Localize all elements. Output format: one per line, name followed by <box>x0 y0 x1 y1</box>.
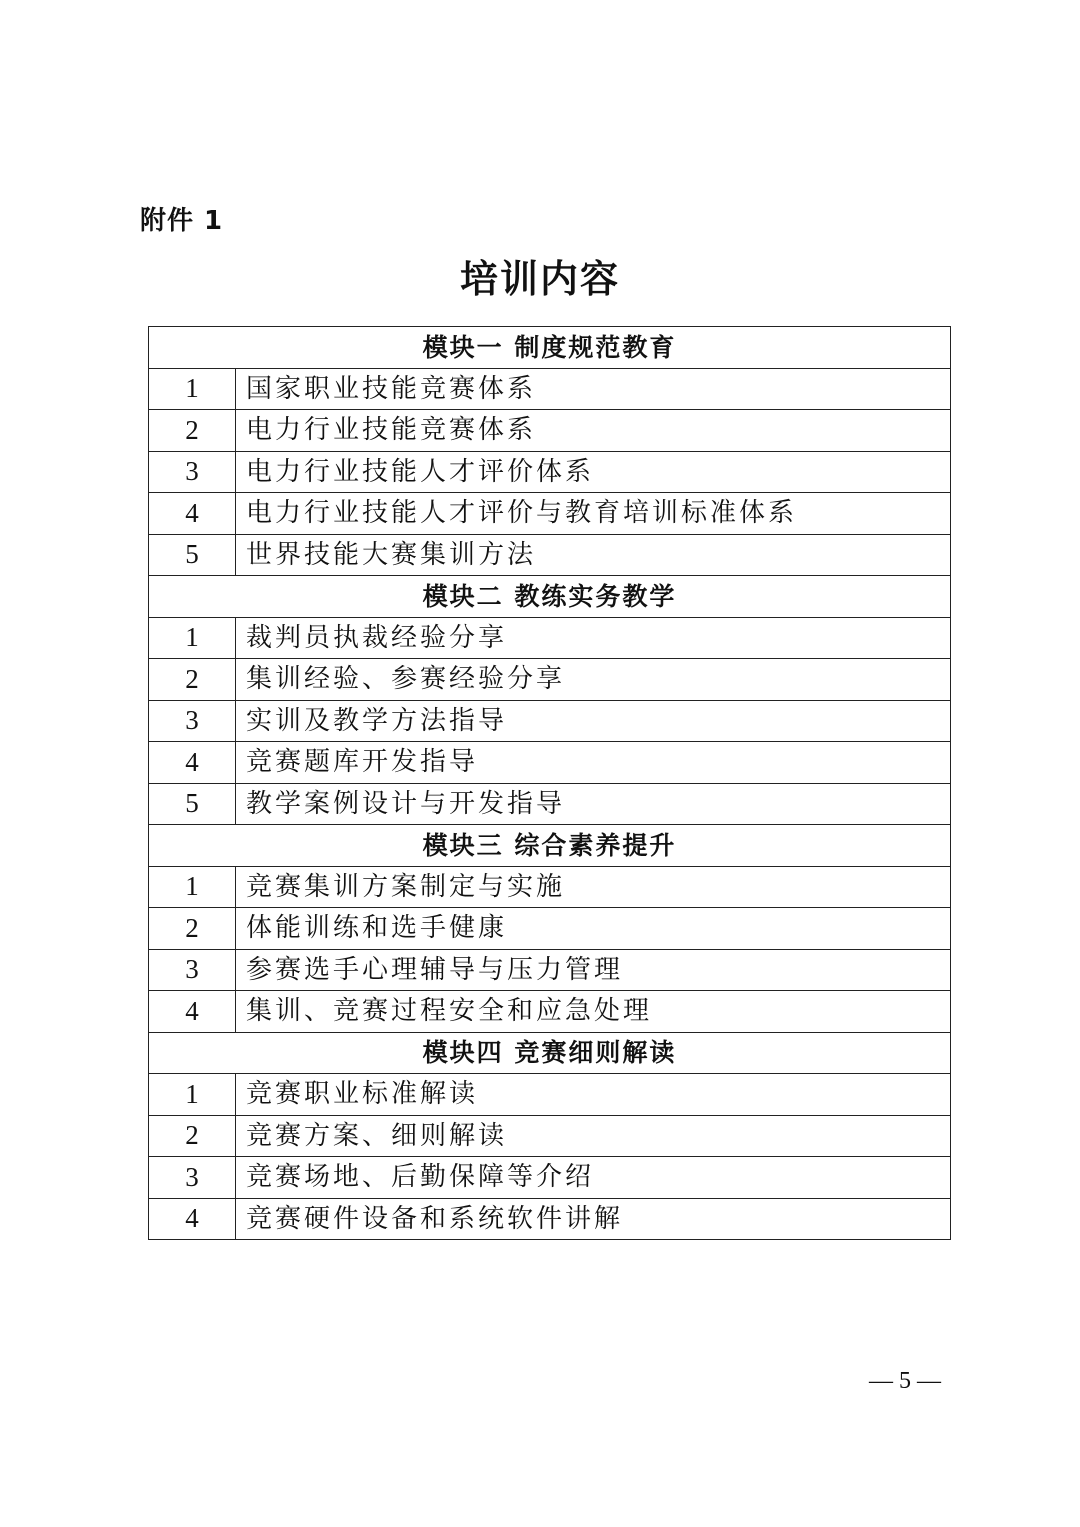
table-row <box>149 991 951 1033</box>
item-number: 1 <box>149 617 236 659</box>
item-text: 教学案例设计与开发指导 <box>236 783 951 825</box>
table-row <box>149 659 951 701</box>
item-text: 实训及教学方法指导 <box>236 700 951 742</box>
item-text: 竞赛硬件设备和系统软件讲解 <box>236 1198 951 1240</box>
item-number: 5 <box>149 783 236 825</box>
item-text: 竞赛场地、后勤保障等介绍 <box>236 1157 951 1199</box>
item-text: 竞赛题库开发指导 <box>236 742 951 784</box>
item-text: 电力行业技能人才评价与教育培训标准体系 <box>236 493 951 535</box>
item-number: 3 <box>149 700 236 742</box>
item-text: 竞赛集训方案制定与实施 <box>236 866 951 908</box>
table-row <box>149 1074 951 1116</box>
item-number: 2 <box>149 659 236 701</box>
module-title: 模块二 教练实务教学 <box>149 576 951 618</box>
table-row <box>149 1115 951 1157</box>
table-row <box>149 1157 951 1199</box>
item-number: 4 <box>149 493 236 535</box>
module-header-row <box>149 825 951 867</box>
table-row <box>149 866 951 908</box>
item-number: 2 <box>149 908 236 950</box>
training-content-table <box>148 326 951 1240</box>
item-number: 1 <box>149 1074 236 1116</box>
item-text: 集训经验、参赛经验分享 <box>236 659 951 701</box>
module-header-row <box>149 327 951 369</box>
table-row <box>149 700 951 742</box>
item-number: 2 <box>149 1115 236 1157</box>
table-row <box>149 617 951 659</box>
table-row <box>149 410 951 452</box>
item-text: 参赛选手心理辅导与压力管理 <box>236 949 951 991</box>
item-number: 1 <box>149 866 236 908</box>
page-title: 培训内容 <box>459 257 620 301</box>
table-row <box>149 949 951 991</box>
table-row <box>149 368 951 410</box>
item-number: 4 <box>149 991 236 1033</box>
table-row <box>149 783 951 825</box>
item-number: 3 <box>149 451 236 493</box>
item-number: 1 <box>149 368 236 410</box>
item-text: 电力行业技能竞赛体系 <box>236 410 951 452</box>
item-text: 体能训练和选手健康 <box>236 908 951 950</box>
item-text: 国家职业技能竞赛体系 <box>236 368 951 410</box>
item-text: 电力行业技能人才评价体系 <box>236 451 951 493</box>
table-row <box>149 534 951 576</box>
table-row <box>149 742 951 784</box>
item-text: 世界技能大赛集训方法 <box>236 534 951 576</box>
item-number: 3 <box>149 949 236 991</box>
item-number: 4 <box>149 1198 236 1240</box>
table-row <box>149 451 951 493</box>
module-title: 模块三 综合素养提升 <box>149 825 951 867</box>
module-title: 模块四 竞赛细则解读 <box>149 1032 951 1074</box>
item-text: 竞赛方案、细则解读 <box>236 1115 951 1157</box>
item-number: 5 <box>149 534 236 576</box>
item-number: 2 <box>149 410 236 452</box>
item-text: 集训、竞赛过程安全和应急处理 <box>236 991 951 1033</box>
table-row <box>149 908 951 950</box>
page-number: — 5 — <box>869 1368 941 1394</box>
item-number: 3 <box>149 1157 236 1199</box>
module-header-row <box>149 1032 951 1074</box>
table-row <box>149 1198 951 1240</box>
item-number: 4 <box>149 742 236 784</box>
table-row <box>149 493 951 535</box>
module-header-row <box>149 576 951 618</box>
item-text: 竞赛职业标准解读 <box>236 1074 951 1116</box>
item-text: 裁判员执裁经验分享 <box>236 617 951 659</box>
attachment-label: 附件 1 <box>140 206 224 236</box>
module-title: 模块一 制度规范教育 <box>149 327 951 369</box>
